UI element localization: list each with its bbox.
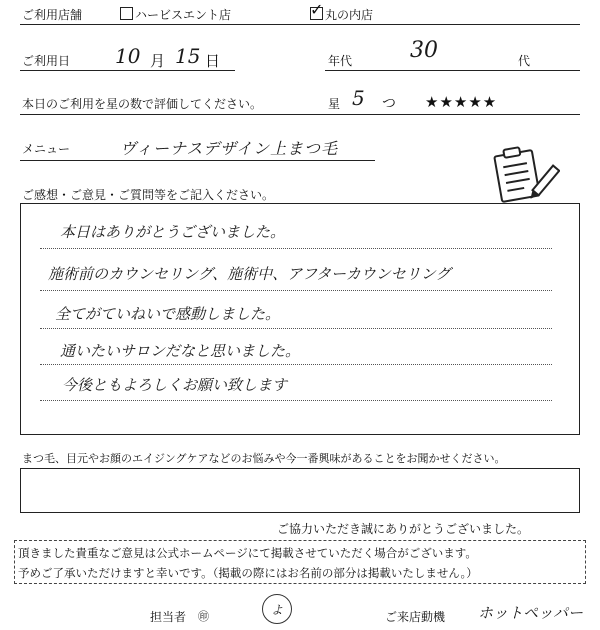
store-option-harbis-label: ハービスエント店 bbox=[135, 8, 232, 22]
staff-label: 担当者 bbox=[150, 610, 187, 624]
comment-line-3: 全てがていねいで感動しました。 bbox=[55, 305, 281, 323]
menu-underline bbox=[20, 160, 375, 161]
comment-line-1: 本日はありがとうございました。 bbox=[60, 223, 286, 241]
reason-value: ホットペッパー bbox=[478, 604, 584, 622]
staff-seal bbox=[262, 594, 292, 624]
age-value: 30 bbox=[410, 38, 438, 63]
comment-rule-3 bbox=[40, 328, 552, 329]
rating-star-label: 星 bbox=[328, 97, 341, 111]
comment-rule-2 bbox=[40, 290, 552, 291]
rating-prompt: 本日のご利用を星の数で評価してください。 bbox=[22, 97, 263, 111]
menu-label: メニュー bbox=[22, 142, 71, 156]
rating-value: 5 bbox=[352, 86, 365, 110]
comment-line-4: 通いたいサロンだなと思いました。 bbox=[60, 342, 301, 360]
store-underline bbox=[20, 24, 580, 25]
comment-line-5: 今後ともよろしくお願い致します bbox=[62, 376, 288, 394]
date-month: 10 bbox=[115, 44, 141, 68]
store-option-marunouchi[interactable] bbox=[310, 6, 373, 23]
store-checkbox-marunouchi[interactable] bbox=[310, 7, 323, 20]
age-unit: 代 bbox=[518, 54, 531, 68]
date-underline bbox=[20, 70, 235, 71]
date-month-unit: 月 bbox=[150, 52, 166, 70]
notice-line-1: 頂きました貴重なご意見は公式ホームページにて掲載させていただく場合がございます。 bbox=[18, 546, 477, 560]
date-day-unit: 日 bbox=[205, 52, 221, 70]
aging-question: まつ毛、目元やお顔のエイジングケアなどのお悩みや今一番興味があることをお聞かせください。 bbox=[22, 452, 506, 465]
notice-line-2: 予めご了承いただけますと幸いです。（掲載の際にはお名前の部分は掲載いたしません。） bbox=[18, 566, 478, 580]
thanks-text: ご協力いただき誠にありがとうございました。 bbox=[277, 522, 530, 536]
comment-line-2: 施術前のカウンセリング、施術中、アフターカウンセリング bbox=[48, 265, 451, 283]
age-label: 年代 bbox=[328, 54, 353, 68]
date-label: ご利用日 bbox=[22, 54, 71, 68]
store-label: ご利用店舗 bbox=[22, 8, 83, 22]
store-option-harbis[interactable] bbox=[120, 6, 231, 23]
store-option-marunouchi-label: 丸の内店 bbox=[325, 8, 374, 22]
comment-rule-4 bbox=[40, 364, 552, 365]
rating-underline bbox=[20, 114, 580, 115]
rating-stars: ★★★★★ bbox=[425, 93, 498, 111]
date-day: 15 bbox=[175, 44, 201, 68]
reason-label: ご来店動機 bbox=[385, 610, 446, 624]
rating-unit: つ bbox=[382, 96, 396, 112]
aging-answer-box[interactable] bbox=[20, 468, 580, 513]
store-checkbox-harbis[interactable] bbox=[120, 7, 133, 20]
menu-value: ヴィーナスデザイン上まつ毛 bbox=[120, 139, 338, 158]
clipboard-pencil-icon bbox=[492, 145, 560, 207]
staff-seal-text: よ bbox=[270, 602, 283, 617]
staff-mark-icon: ㊞ bbox=[198, 610, 209, 623]
comments-label: ご感想・ご意見・ご質問等をご記入ください。 bbox=[22, 188, 275, 202]
age-underline bbox=[325, 70, 580, 71]
comment-rule-5 bbox=[40, 400, 552, 401]
comment-rule-1 bbox=[40, 248, 552, 249]
